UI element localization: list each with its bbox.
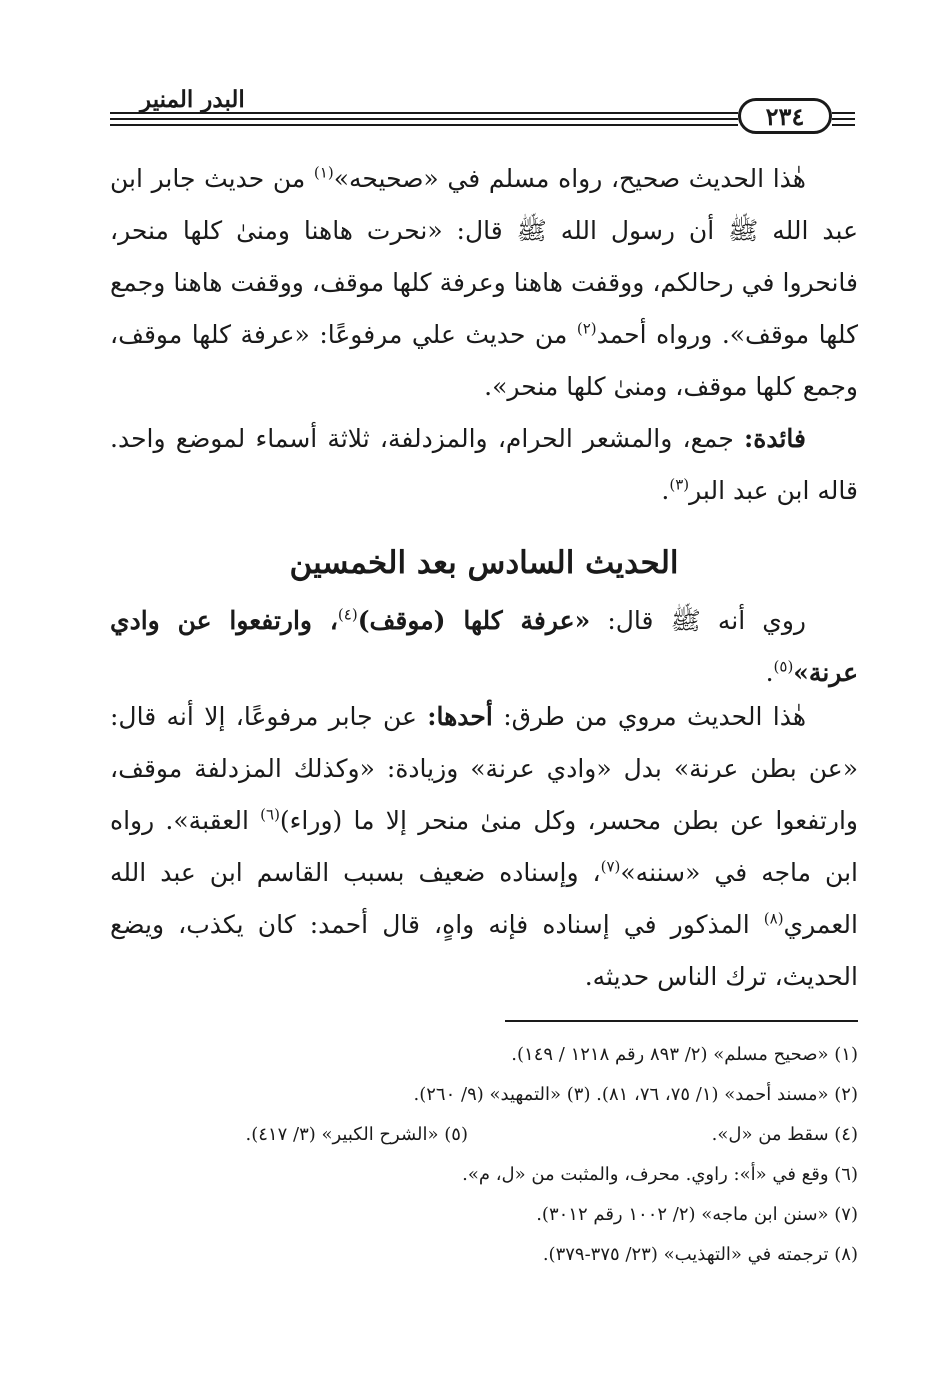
paragraph-4 (110, 691, 858, 1003)
footnote-7: (٧) «سنن ابن ماجه» (٢/ ١٠٠٢ رقم ٣٠١٢). (536, 1204, 858, 1225)
page-header (110, 84, 855, 130)
footnote-4: (٤) سقط من «ل». (711, 1124, 858, 1145)
footnote-8: (٨) ترجمته في «التهذيب» (٢٣/ ٣٧٥-٣٧٩). (542, 1244, 858, 1265)
footnote-ref: (٣) (669, 475, 690, 494)
footnote-ref: (٥) (773, 657, 794, 676)
footnote-6: (٦) وقع في «أ»: راوي. محرف، والمثبت من «ل، م». (462, 1164, 858, 1185)
paragraph-1 (110, 153, 858, 413)
footnote-ref: (٤) (337, 605, 358, 624)
paragraph-2 (110, 413, 858, 517)
footnote-2: (٢) «مسند أحمد» (١/ ٧٥، ٧٦، ٨١). (٣) «التمهيد» (٩/ ٢٦٠). (413, 1084, 858, 1105)
header-rule-stub (832, 112, 855, 114)
first-label: أحدها: (427, 702, 493, 731)
section-heading: الحديث السادس بعد الخمسين (289, 545, 679, 581)
header-rule-stub (832, 118, 855, 120)
text-run: . (765, 658, 774, 687)
footnote-ref: (٦) (260, 805, 280, 824)
text-run: هٰذا الحديث مروي من طرق: (492, 702, 806, 731)
footnote-row (200, 1115, 858, 1155)
text-run: من حديث علي مرفوعًا: «عرفة كلها موقف، وجمع كلها موقف، ومنىٰ كلها منحر». (110, 320, 858, 401)
hadith-text: ، وارتفعوا عن وادي عرنة» (110, 606, 858, 687)
benefit-label: فائدة: (744, 424, 806, 453)
page-number: ٢٣٤ (738, 98, 832, 134)
footnote-ref: (٧) (600, 857, 621, 876)
footnote-1: (١) «صحيح مسلم» (٢/ ٨٩٣ رقم ١٢١٨ / ١٤٩). (511, 1044, 858, 1065)
footnote-separator (505, 1020, 858, 1022)
text-run: المذكور في إسناده فإنه واهٍ، قال أحمد: كان يكذب، ويضع الحديث، ترك الناس حديثه. (110, 910, 858, 991)
text-run: جمع، والمشعر الحرام، والمزدلفة، ثلاثة أسماء لموضع واحد. قاله ابن عبد البر (110, 424, 858, 505)
paragraph-3 (110, 595, 858, 699)
text-run: . (661, 476, 670, 505)
text-run: هٰذا الحديث صحيح، رواه مسلم في «صحيحه» (333, 164, 806, 193)
header-rule (110, 112, 738, 114)
footnotes (200, 1035, 858, 1275)
hadith-text: «عرفة كلها (موقف) (357, 606, 591, 635)
footnote-ref: (٨) (763, 909, 784, 928)
book-title: البدر المنير (140, 86, 245, 113)
text-run: من حديث جابر ابن عبد الله ﷺ أن رسول الله ﷺ قال: «نحرت هاهنا ومنىٰ كلها منحر، فانحروا في رحالكم، ووقفت هاهنا وعرفة كلها موقف، ووقفت هاهنا وجمع كلها موقف». ورواه أحمد (110, 164, 858, 349)
footnote-5: (٥) «الشرح الكبير» (٣/ ٤١٧). (245, 1124, 468, 1145)
text-run: ، وإسناده ضعيف بسبب القاسم ابن عبد الله العمري (110, 858, 858, 939)
footnote-ref: (١) (313, 163, 334, 182)
footnote-ref: (٢) (576, 319, 597, 338)
header-rule (110, 118, 738, 120)
text-run: العقبة». رواه ابن ماجه في «سننه» (110, 806, 858, 887)
text-run: روي أنه ﷺ قال: (590, 606, 806, 635)
text-run: عن جابر مرفوعًا، إلا أنه قال: «عن بطن عرنة» بدل «وادي عرنة» وزيادة: «وكذلك المزدلفة موقف، وارتفعوا عن بطن محسر، وكل منىٰ منحر إلا ما (وراء) (110, 702, 858, 835)
header-rule (110, 124, 738, 126)
header-rule-stub (832, 124, 855, 126)
